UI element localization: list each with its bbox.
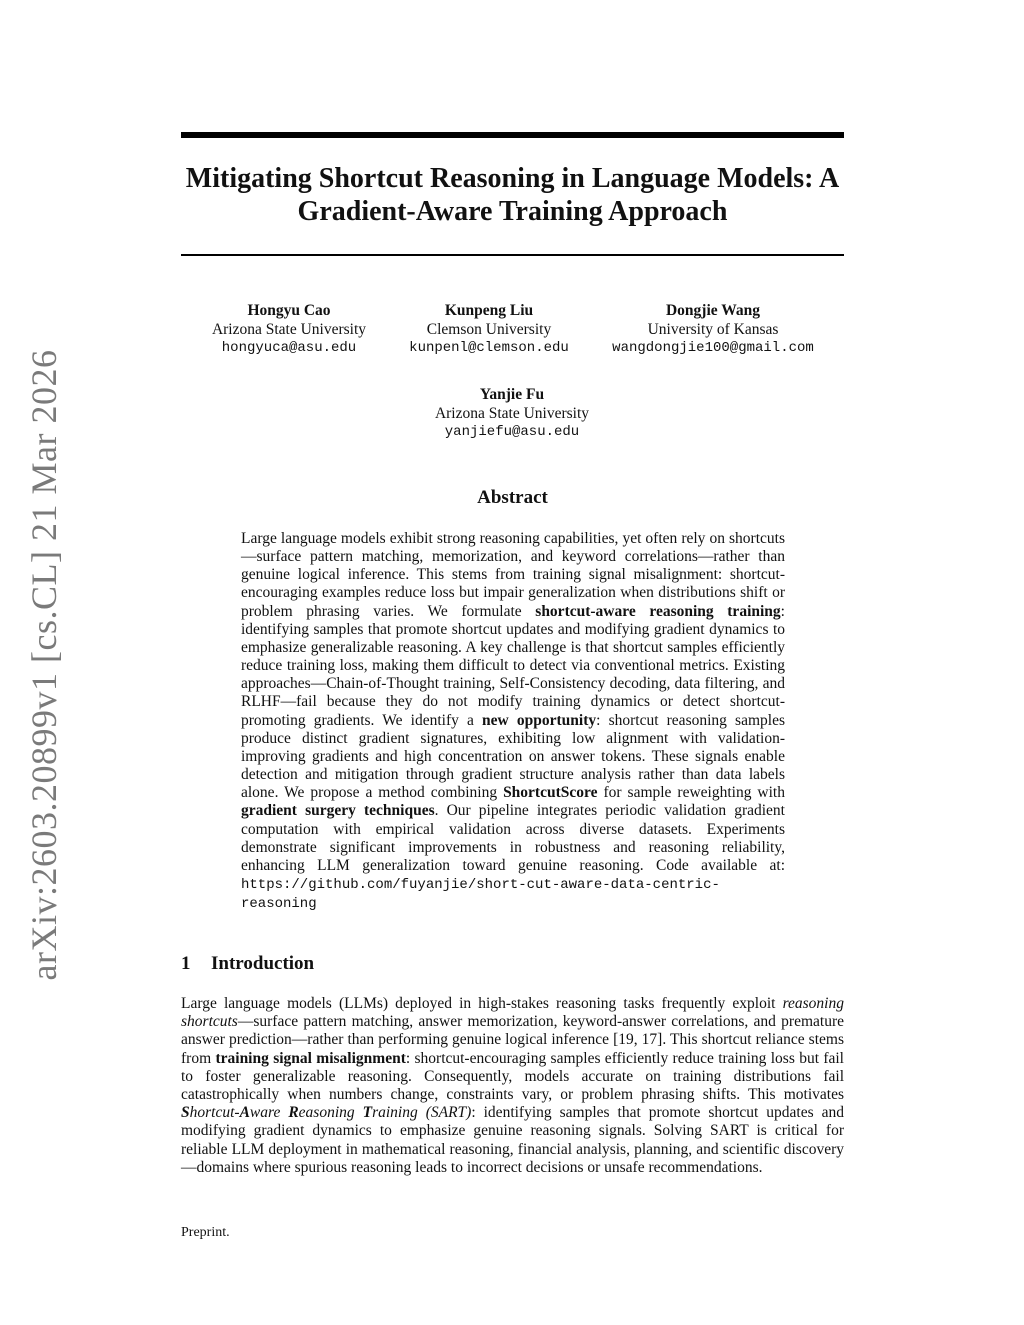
paper-title: Mitigating Shortcut Reasoning in Language Models: A Gradient-Aware Training Approach — [185, 163, 840, 227]
author-block — [593, 301, 833, 358]
author-affiliation: Arizona State University — [211, 321, 367, 338]
abstract-heading: Abstract — [477, 487, 548, 508]
arxiv-side-stamp: arXiv:2603.20899v1 [cs.CL] 21 Mar 2026 — [24, 349, 64, 981]
author-email: yanjiefu@asu.edu — [444, 424, 580, 440]
title-top-rule — [181, 132, 844, 138]
footer-note: Preprint. — [181, 1225, 230, 1240]
author-affiliation: Arizona State University — [434, 405, 590, 422]
author-affiliation: University of Kansas — [647, 321, 779, 338]
author-name: Hongyu Cao — [247, 302, 331, 319]
author-name: Kunpeng Liu — [444, 302, 534, 319]
section-heading-introduction — [181, 953, 314, 975]
section-number: 1 — [181, 953, 191, 974]
author-email: kunpenl@clemson.edu — [409, 340, 569, 356]
abstract-body: Large language models exhibit strong reasoning capabilities, yet often rely on shortcuts—surface pattern matching, memorization, and keyword correlations—rather than genuine logical inference. This stems from training signal misalignment: shortcut-encouraging examples reduce loss but impair generalization when distributions shift or problem phrasing varies. We formulate shortcut-aware reasoning training: identifying samples that promote shortcut updates and modifying gradient dynamics to emphasize generalizable reasoning. A key challenge is that shortcut samples efficiently reduce training loss, making them difficult to detect via conventional metrics. Existing approaches—Chain-of-Thought training, Self-Consistency decoding, data filtering, and RLHF—fail because they do not modify training dynamics or detect shortcut-promoting gradients. We identify a new opportunity: shortcut reasoning samples produce distinct gradient signatures, exhibiting low alignment with validation-improving gradients and high concentration on answer tokens. These signals enable detection and mitigation through gradient structure analysis rather than data labels alone. We propose a method combining ShortcutScore for sample reweighting with gradient surgery techniques. Our pipeline integrates periodic validation gradient computation with empirical validation across diverse datasets. Experiments demonstrate significant improvements in robustness and reasoning reliability, enhancing LLM generalization toward genuine reasoning. Code available at: https://github.com/fuyanjie/short-cut-aware-data-centric-reasoning — [241, 530, 785, 913]
author-block — [392, 385, 632, 442]
author-email: wangdongjie100@gmail.com — [612, 340, 814, 356]
section-title: Introduction — [211, 953, 315, 974]
code-link[interactable]: https://github.com/fuyanjie/short-cut-aware-data-centric-reasoning — [241, 876, 720, 913]
author-name: Yanjie Fu — [479, 386, 545, 403]
author-affiliation: Clemson University — [426, 321, 552, 338]
introduction-body: Large language models (LLMs) deployed in high-stakes reasoning tasks frequently exploit reasoning shortcuts—surface pattern matching, answer memorization, keyword-answer correlations, and premature answer prediction—rather than performing genuine logical inference [19, 17]. This shortcut reliance stems from training signal misalignment: shortcut-encouraging samples efficiently reduce training loss but fail to foster generalizable reasoning. Consequently, models accurate on training distributions fail catastrophically when numbers change, constraints vary, or problem phrasing shifts. This motivates Shortcut-Aware Reasoning Training (SART): identifying samples that promote shortcut updates and modifying gradient dynamics to emphasize genuine reasoning signals. Solving SART is critical for reliable LLM deployment in mathematical reasoning, financial analysis, planning, and scientific discovery—domains where spurious reasoning leads to incorrect decisions or unsafe recommendations. — [181, 995, 844, 1176]
author-name: Dongjie Wang — [665, 302, 761, 319]
title-bottom-rule — [181, 254, 844, 256]
author-email: hongyuca@asu.edu — [221, 340, 357, 356]
author-block — [369, 301, 609, 358]
